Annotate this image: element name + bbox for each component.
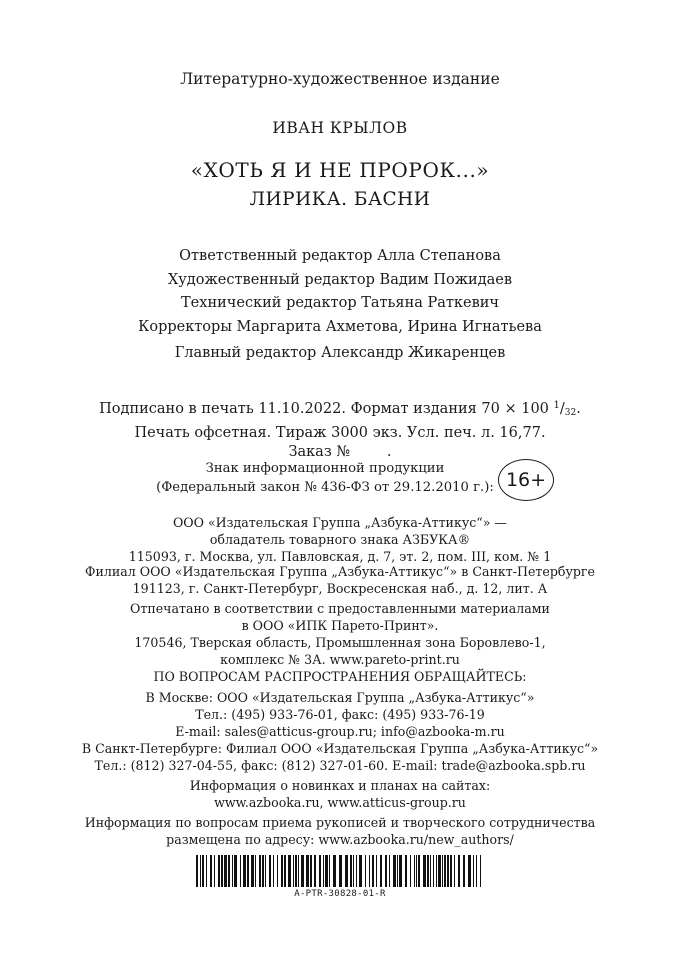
barcode-bar (269, 855, 271, 887)
barcode (196, 855, 484, 887)
barcode-bar (447, 855, 449, 887)
barcode-bar (243, 855, 246, 887)
barcode-bar (325, 855, 328, 887)
barcode-bar (345, 855, 348, 887)
barcode-bar (427, 855, 429, 887)
chief-editor: Главный редактор Александр Жикаренцев (174, 345, 506, 361)
barcode-bar (353, 855, 354, 887)
barcode-bar (228, 855, 230, 887)
barcode-bar (463, 855, 465, 887)
barcode-bar (232, 855, 233, 887)
barcode-bar (444, 855, 446, 887)
print-info (0, 396, 680, 463)
barcode-bar (214, 855, 215, 887)
barcode-bar (389, 855, 390, 887)
barcode-bar (333, 855, 336, 887)
branch-line: Филиал ООО «Издательская Группа „Азбука-Аттикус“» в Санкт-Петербурге (85, 564, 595, 579)
moscow-email: E-mail: sales@atticus-group.ru; info@azbooka-m.ru (175, 724, 505, 739)
barcode-bar (433, 855, 434, 887)
age-rating-badge: 16+ (498, 459, 554, 501)
barcode-bar (397, 855, 398, 887)
authors-info-url: размещена по адресу: www.azbooka.ru/new_authors/ (166, 832, 514, 847)
book-subtitle: ЛИРИКА. БАСНИ (249, 189, 431, 210)
barcode-bar (438, 855, 441, 887)
spb-block (0, 740, 680, 774)
info-product-law: (Федеральный закон № 436-ФЗ от 29.12.2010 г.): (156, 480, 494, 495)
barcode-bar (480, 855, 481, 887)
barcode-bar (454, 855, 455, 887)
authors-info-line: Информация по вопросам приема рукописей и творческого сотрудничества (84, 815, 596, 830)
printer-block (0, 600, 680, 668)
publisher-block (0, 514, 680, 565)
barcode-bar (468, 855, 471, 887)
spb-line: В Санкт-Петербурге: Филиал ООО «Издательская Группа „Азбука-Аттикус“» (81, 741, 599, 756)
barcode-bar (301, 855, 304, 887)
printer-line: в ООО «ИПК Парето-Принт». (241, 618, 439, 633)
barcode-bar (288, 855, 291, 887)
barcode-bar (356, 855, 357, 887)
barcode-bar (255, 855, 256, 887)
branch-block (0, 563, 680, 597)
editor-line: Корректоры Маргарита Ахметова, Ирина Игнатьева (138, 318, 542, 335)
barcode-bar (251, 855, 254, 887)
publisher-address: 115093, г. Москва, ул. Павловская, д. 7, эт. 2, пом. III, ком. № 1 (128, 549, 552, 564)
barcode-bar (265, 855, 266, 887)
publisher-line: ООО «Издательская Группа „Азбука-Аттикус“» — (172, 515, 508, 530)
barcode-bar (200, 855, 201, 887)
barcode-bar (218, 855, 220, 887)
barcode-bar (442, 855, 443, 887)
barcode-bar (458, 855, 460, 887)
sites-block (0, 777, 680, 811)
barcode-bar (259, 855, 261, 887)
barcode-bar (393, 855, 396, 887)
print-info-line: Печать офсетная. Тираж 3000 экз. Усл. печ. л. 16,77. (134, 424, 546, 441)
moscow-block (0, 689, 680, 740)
barcode-bar (221, 855, 223, 887)
barcode-bar (314, 855, 316, 887)
barcode-bar (295, 855, 297, 887)
barcode-bar (436, 855, 437, 887)
barcode-bar (414, 855, 415, 887)
edition-type: Литературно-художественное издание (180, 70, 500, 88)
moscow-line: В Москве: ООО «Издательская Группа „Азбука-Аттикус“» (145, 690, 535, 705)
barcode-bar (380, 855, 382, 887)
barcode-bar (423, 855, 426, 887)
editor-line: Технический редактор Татьяна Раткевич (181, 295, 499, 311)
barcode-bar (234, 855, 237, 887)
printer-line: 170546, Тверская область, Промышленная зона Боровлево-1, (134, 635, 546, 650)
barcode-bar (399, 855, 402, 887)
barcode-bar (206, 855, 207, 887)
barcode-bar (385, 855, 387, 887)
sites-line: Информация о новинках и планах на сайтах: (189, 778, 491, 793)
barcode-bar (323, 855, 324, 887)
spb-contacts: Тел.: (812) 327-04-55, факс: (812) 327-01-60. E-mail: trade@azbooka.spb.ru (94, 758, 586, 773)
authors-info-block (0, 814, 680, 848)
barcode-bar (416, 855, 417, 887)
barcode-bar (350, 855, 352, 887)
barcode-bar (277, 855, 278, 887)
author-name: ИВАН КРЫЛОВ (272, 119, 408, 137)
barcode-bar (273, 855, 274, 887)
barcode-bar (247, 855, 249, 887)
info-product-label: Знак информационной продукции (205, 461, 445, 476)
order-number: Заказ № . (288, 444, 392, 460)
barcode-bar (359, 855, 362, 887)
barcode-bar (369, 855, 370, 887)
branch-address: 191123, г. Санкт-Петербург, Воскресенская наб., д. 12, лит. А (132, 581, 548, 596)
barcode-bar (210, 855, 212, 887)
barcode-bar (240, 855, 241, 887)
printer-line: Отпечатано в соответствии с предоставленными материалами (130, 601, 550, 616)
editors-block (0, 245, 680, 339)
barcode-bar (365, 855, 366, 887)
barcode-bar (405, 855, 407, 887)
barcode-bar (410, 855, 411, 887)
book-title: «ХОТЬ Я И НЕ ПРОРОК...» (190, 158, 490, 182)
barcode-bar (418, 855, 420, 887)
distribution-heading: ПО ВОПРОСАМ РАСПРОСТРАНЕНИЯ ОБРАЩАЙТЕСЬ: (153, 669, 527, 684)
sites-urls: www.azbooka.ru, www.atticus-group.ru (214, 795, 466, 810)
barcode-bar (224, 855, 227, 887)
editor-line: Ответственный редактор Алла Степанова (179, 248, 501, 264)
barcode-bar (202, 855, 204, 887)
barcode-bar (281, 855, 283, 887)
barcode-bar (476, 855, 477, 887)
barcode-bar (306, 855, 309, 887)
barcode-text: A-PTR-30828-01-R (294, 889, 386, 899)
barcode-bar (298, 855, 299, 887)
barcode-bar (372, 855, 374, 887)
editor-line: Художественный редактор Вадим Пожидаев (167, 271, 513, 288)
printer-line: комплекс № 3А. www.pareto-print.ru (220, 652, 460, 667)
info-product-block (150, 459, 550, 501)
barcode-bar (284, 855, 286, 887)
barcode-bar (319, 855, 321, 887)
barcode-bar (293, 855, 294, 887)
barcode-bar (473, 855, 474, 887)
barcode-bar (196, 855, 198, 887)
moscow-phone: Тел.: (495) 933-76-01, факс: (495) 933-76-19 (195, 707, 485, 722)
barcode-bar (376, 855, 377, 887)
barcode-bar (430, 855, 431, 887)
publisher-line: обладатель товарного знака АЗБУКА® (209, 532, 471, 547)
barcode-bar (329, 855, 330, 887)
barcode-bar (262, 855, 264, 887)
barcode-bar (450, 855, 452, 887)
print-info-line: Подписано в печать 11.10.2022. Формат издания 70 × 100 $^1/_{32}$. (99, 400, 581, 418)
barcode-bar (339, 855, 342, 887)
barcode-bar (310, 855, 312, 887)
